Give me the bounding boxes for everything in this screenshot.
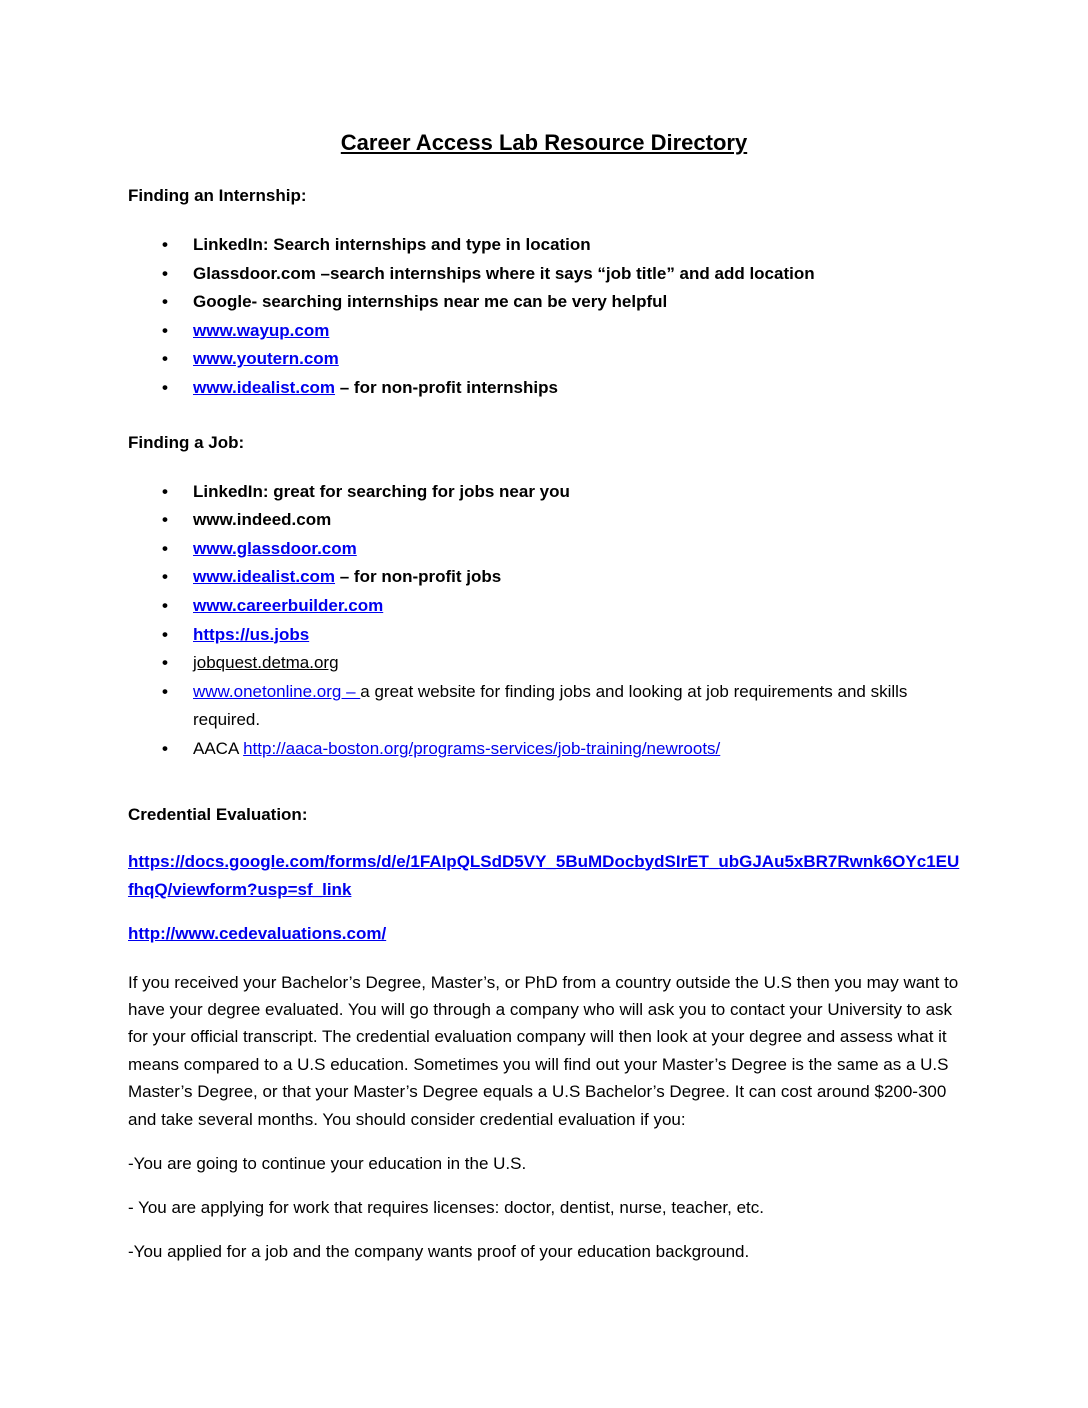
cedevaluations-hyperlink[interactable]: http://www.cedevaluations.com/ bbox=[128, 923, 387, 943]
list-item bbox=[128, 678, 960, 735]
list-item bbox=[128, 288, 960, 317]
section-heading-credential: Credential Evaluation: bbox=[128, 804, 308, 824]
text-segment: a great website for finding jobs and looking at job requirements and skills required. bbox=[193, 681, 908, 730]
list-item bbox=[128, 317, 960, 346]
text-segment: LinkedIn: Search internships and type in location bbox=[193, 235, 591, 254]
credential-note: -You applied for a job and the company wants proof of your education background. bbox=[128, 1241, 750, 1261]
list-item bbox=[128, 231, 960, 260]
credential-paragraph: If you received your Bachelor’s Degree, Master’s, or PhD from a country outside the U.S then you may want to have your degree evaluated. You will go through a company who will ask you to contact your University to ask for your official transcript. The credential evaluation company will then look at your degree and assess what it means compared to a U.S education. Sometimes you will find out your Master’s Degree is the same as a U.S Master’s Degree, or that your Master’s Degree equals a U.S Bachelor’s Degree. It can cost around $200-300 and take several months. You should consider credential evaluation if you: bbox=[128, 972, 959, 1129]
hyperlink[interactable]: www.careerbuilder.com bbox=[193, 595, 384, 615]
text-segment: Glassdoor.com –search internships where it says “job title” and add location bbox=[193, 263, 815, 283]
list-item bbox=[128, 478, 960, 507]
google-form-hyperlink[interactable]: https://docs.google.com/forms/d/e/1FAIpQLSdD5VY_5BuMDocbydSIrET_ubGJAu5xBR7Rwnk6OYc1EUfhqQ/viewform?usp=sf_link bbox=[128, 851, 960, 899]
section-heading-internship: Finding an Internship: bbox=[128, 186, 307, 205]
hyperlink[interactable]: www.youtern.com bbox=[193, 349, 339, 369]
list-item bbox=[128, 621, 960, 650]
section-heading-job: Finding a Job: bbox=[128, 432, 245, 452]
list-item bbox=[128, 260, 960, 289]
hyperlink[interactable]: www.onetonline.org – bbox=[193, 681, 361, 701]
list-item bbox=[128, 506, 960, 535]
cedevaluations-link-row bbox=[128, 920, 960, 948]
credential-note: -You are going to continue your education in the U.S. bbox=[128, 1153, 527, 1173]
list-item bbox=[128, 535, 960, 564]
document-content bbox=[128, 0, 960, 1265]
internship-list bbox=[128, 231, 960, 403]
text-segment: www.indeed.com bbox=[193, 510, 332, 530]
list-item bbox=[128, 592, 960, 621]
text-segment: jobquest.detma.org bbox=[193, 653, 339, 673]
hyperlink[interactable]: www.idealist.com bbox=[193, 377, 336, 397]
list-item bbox=[128, 374, 960, 403]
job-list bbox=[128, 478, 960, 764]
page-title: Career Access Lab Resource Directory bbox=[340, 130, 748, 155]
credential-note: - You are applying for work that requires licenses: doctor, dentist, nurse, teacher, etc. bbox=[128, 1197, 764, 1217]
list-item bbox=[128, 649, 960, 678]
hyperlink[interactable]: www.idealist.com bbox=[193, 567, 336, 587]
hyperlink[interactable]: www.wayup.com bbox=[193, 320, 330, 340]
list-item bbox=[128, 345, 960, 374]
hyperlink[interactable]: www.glassdoor.com bbox=[193, 538, 357, 558]
text-segment: – for non-profit jobs bbox=[335, 567, 502, 587]
list-item bbox=[128, 563, 960, 592]
google-form-link-row bbox=[128, 848, 960, 904]
hyperlink[interactable]: https://us.jobs bbox=[193, 624, 310, 644]
text-segment: LinkedIn: great for searching for jobs near you bbox=[193, 481, 570, 501]
text-segment: – for non-profit internships bbox=[335, 377, 558, 397]
text-segment: AACA bbox=[193, 738, 244, 758]
text-segment: Google- searching internships near me can be very helpful bbox=[193, 292, 668, 312]
hyperlink[interactable]: http://aaca-boston.org/programs-services/job-training/newroots/ bbox=[243, 738, 721, 758]
list-item bbox=[128, 735, 960, 764]
